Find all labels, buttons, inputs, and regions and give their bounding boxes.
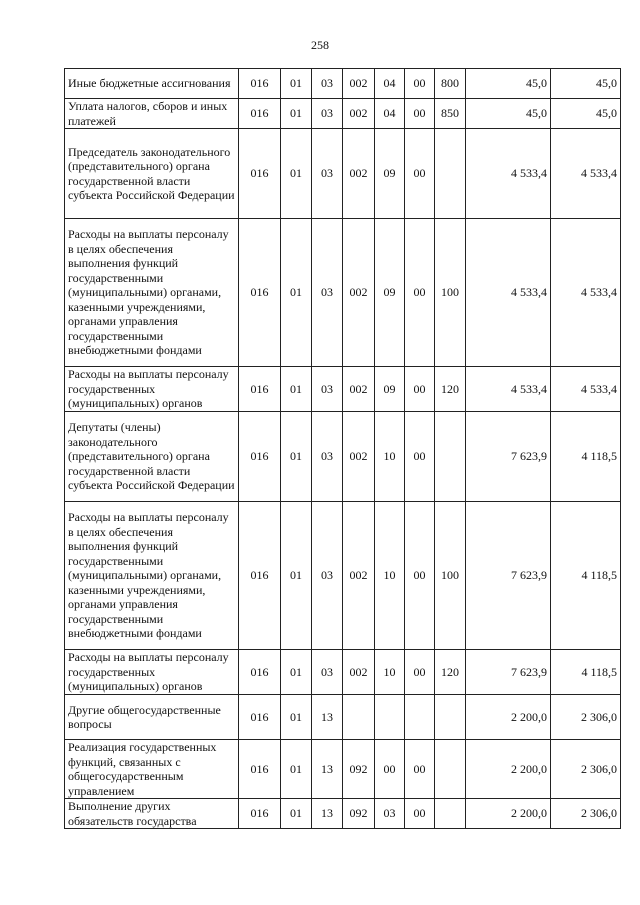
target-code-program: 002	[343, 650, 375, 695]
subsection-code: 03	[312, 129, 343, 219]
amount-1: 45,0	[466, 69, 551, 99]
target-code-subprogram: 10	[375, 502, 405, 650]
subsection-code: 03	[312, 69, 343, 99]
row-name: Реализация государственных функций, связанных с общегосударственным управлением	[65, 740, 239, 799]
expense-type-code	[435, 412, 466, 502]
expense-type-code	[435, 695, 466, 740]
expense-type-code: 800	[435, 69, 466, 99]
amount-2: 4 118,5	[551, 502, 621, 650]
target-code-program: 002	[343, 367, 375, 412]
ved-code: 016	[239, 695, 281, 740]
section-code: 01	[281, 740, 312, 799]
page-number: 258	[311, 38, 329, 52]
section-code: 01	[281, 412, 312, 502]
amount-1: 45,0	[466, 99, 551, 129]
subsection-code: 03	[312, 650, 343, 695]
ved-code: 016	[239, 799, 281, 829]
table-row	[65, 799, 621, 829]
section-code: 01	[281, 799, 312, 829]
ved-code: 016	[239, 367, 281, 412]
target-code-subprogram: 09	[375, 219, 405, 367]
subsection-code: 13	[312, 799, 343, 829]
expense-type-code	[435, 740, 466, 799]
ved-code: 016	[239, 740, 281, 799]
target-code-direction	[405, 695, 435, 740]
target-code-program: 092	[343, 740, 375, 799]
row-name: Расходы на выплаты персоналу в целях обеспечения выполнения функций государственными (муниципальными) органами, казенными учреждениями, органами управления государственными внебюджетными фондами	[65, 502, 239, 650]
ved-code: 016	[239, 650, 281, 695]
target-code-subprogram: 10	[375, 412, 405, 502]
target-code-program	[343, 695, 375, 740]
table-row	[65, 99, 621, 129]
amount-2: 2 306,0	[551, 695, 621, 740]
table-row	[65, 650, 621, 695]
amount-1: 7 623,9	[466, 650, 551, 695]
amount-1: 7 623,9	[466, 412, 551, 502]
ved-code: 016	[239, 129, 281, 219]
target-code-direction: 00	[405, 740, 435, 799]
target-code-program: 002	[343, 412, 375, 502]
ved-code: 016	[239, 99, 281, 129]
table-row	[65, 502, 621, 650]
target-code-program: 002	[343, 69, 375, 99]
row-name: Депутаты (члены) законодательного (представительного) органа государственной власти субъекта Российской Федерации	[65, 412, 239, 502]
subsection-code: 03	[312, 412, 343, 502]
target-code-program: 092	[343, 799, 375, 829]
target-code-program: 002	[343, 99, 375, 129]
target-code-subprogram: 09	[375, 129, 405, 219]
section-code: 01	[281, 695, 312, 740]
amount-2: 45,0	[551, 69, 621, 99]
target-code-subprogram: 10	[375, 650, 405, 695]
row-name: Выполнение других обязательств государства	[65, 799, 239, 829]
expense-type-code: 100	[435, 502, 466, 650]
target-code-subprogram	[375, 695, 405, 740]
expense-type-code: 850	[435, 99, 466, 129]
target-code-direction: 00	[405, 99, 435, 129]
amount-2: 4 118,5	[551, 412, 621, 502]
section-code: 01	[281, 502, 312, 650]
amount-2: 4 533,4	[551, 367, 621, 412]
expense-type-code: 120	[435, 650, 466, 695]
ved-code: 016	[239, 219, 281, 367]
expense-type-code	[435, 129, 466, 219]
ved-code: 016	[239, 412, 281, 502]
subsection-code: 03	[312, 502, 343, 650]
table-row	[65, 412, 621, 502]
amount-1: 4 533,4	[466, 129, 551, 219]
row-name: Расходы на выплаты персоналу в целях обеспечения выполнения функций государственными (муниципальными) органами, казенными учреждениями, органами управления государственными внебюджетными фондами	[65, 219, 239, 367]
subsection-code: 03	[312, 367, 343, 412]
target-code-subprogram: 04	[375, 99, 405, 129]
expense-type-code: 100	[435, 219, 466, 367]
table-row	[65, 219, 621, 367]
ved-code: 016	[239, 69, 281, 99]
table-row	[65, 367, 621, 412]
amount-2: 4 118,5	[551, 650, 621, 695]
row-name: Председатель законодательного (представительного) органа государственной власти субъекта Российской Федерации	[65, 129, 239, 219]
section-code: 01	[281, 69, 312, 99]
target-code-direction: 00	[405, 412, 435, 502]
section-code: 01	[281, 99, 312, 129]
table-body	[65, 69, 621, 829]
target-code-subprogram: 00	[375, 740, 405, 799]
target-code-direction: 00	[405, 129, 435, 219]
amount-1: 2 200,0	[466, 695, 551, 740]
row-name: Уплата налогов, сборов и иных платежей	[65, 99, 239, 129]
target-code-direction: 00	[405, 219, 435, 367]
subsection-code: 03	[312, 219, 343, 367]
target-code-direction: 00	[405, 650, 435, 695]
amount-1: 4 533,4	[466, 367, 551, 412]
section-code: 01	[281, 367, 312, 412]
amount-1: 2 200,0	[466, 799, 551, 829]
target-code-program: 002	[343, 219, 375, 367]
row-name: Расходы на выплаты персоналу государственных (муниципальных) органов	[65, 367, 239, 412]
amount-2: 4 533,4	[551, 129, 621, 219]
target-code-subprogram: 09	[375, 367, 405, 412]
amount-2: 2 306,0	[551, 799, 621, 829]
target-code-program: 002	[343, 129, 375, 219]
table-row	[65, 695, 621, 740]
amount-2: 45,0	[551, 99, 621, 129]
amount-1: 7 623,9	[466, 502, 551, 650]
ved-code: 016	[239, 502, 281, 650]
row-name: Другие общегосударственные вопросы	[65, 695, 239, 740]
target-code-direction: 00	[405, 69, 435, 99]
section-code: 01	[281, 129, 312, 219]
table-row	[65, 740, 621, 799]
target-code-direction: 00	[405, 502, 435, 650]
amount-2: 2 306,0	[551, 740, 621, 799]
amount-2: 4 533,4	[551, 219, 621, 367]
target-code-subprogram: 04	[375, 69, 405, 99]
subsection-code: 03	[312, 99, 343, 129]
row-name: Иные бюджетные ассигнования	[65, 69, 239, 99]
subsection-code: 13	[312, 740, 343, 799]
target-code-subprogram: 03	[375, 799, 405, 829]
subsection-code: 13	[312, 695, 343, 740]
expense-type-code	[435, 799, 466, 829]
target-code-program: 002	[343, 502, 375, 650]
amount-1: 4 533,4	[466, 219, 551, 367]
section-code: 01	[281, 650, 312, 695]
budget-table	[64, 68, 621, 829]
target-code-direction: 00	[405, 367, 435, 412]
table-row	[65, 69, 621, 99]
expense-type-code: 120	[435, 367, 466, 412]
table-row	[65, 129, 621, 219]
row-name: Расходы на выплаты персоналу государственных (муниципальных) органов	[65, 650, 239, 695]
amount-1: 2 200,0	[466, 740, 551, 799]
section-code: 01	[281, 219, 312, 367]
target-code-direction: 00	[405, 799, 435, 829]
